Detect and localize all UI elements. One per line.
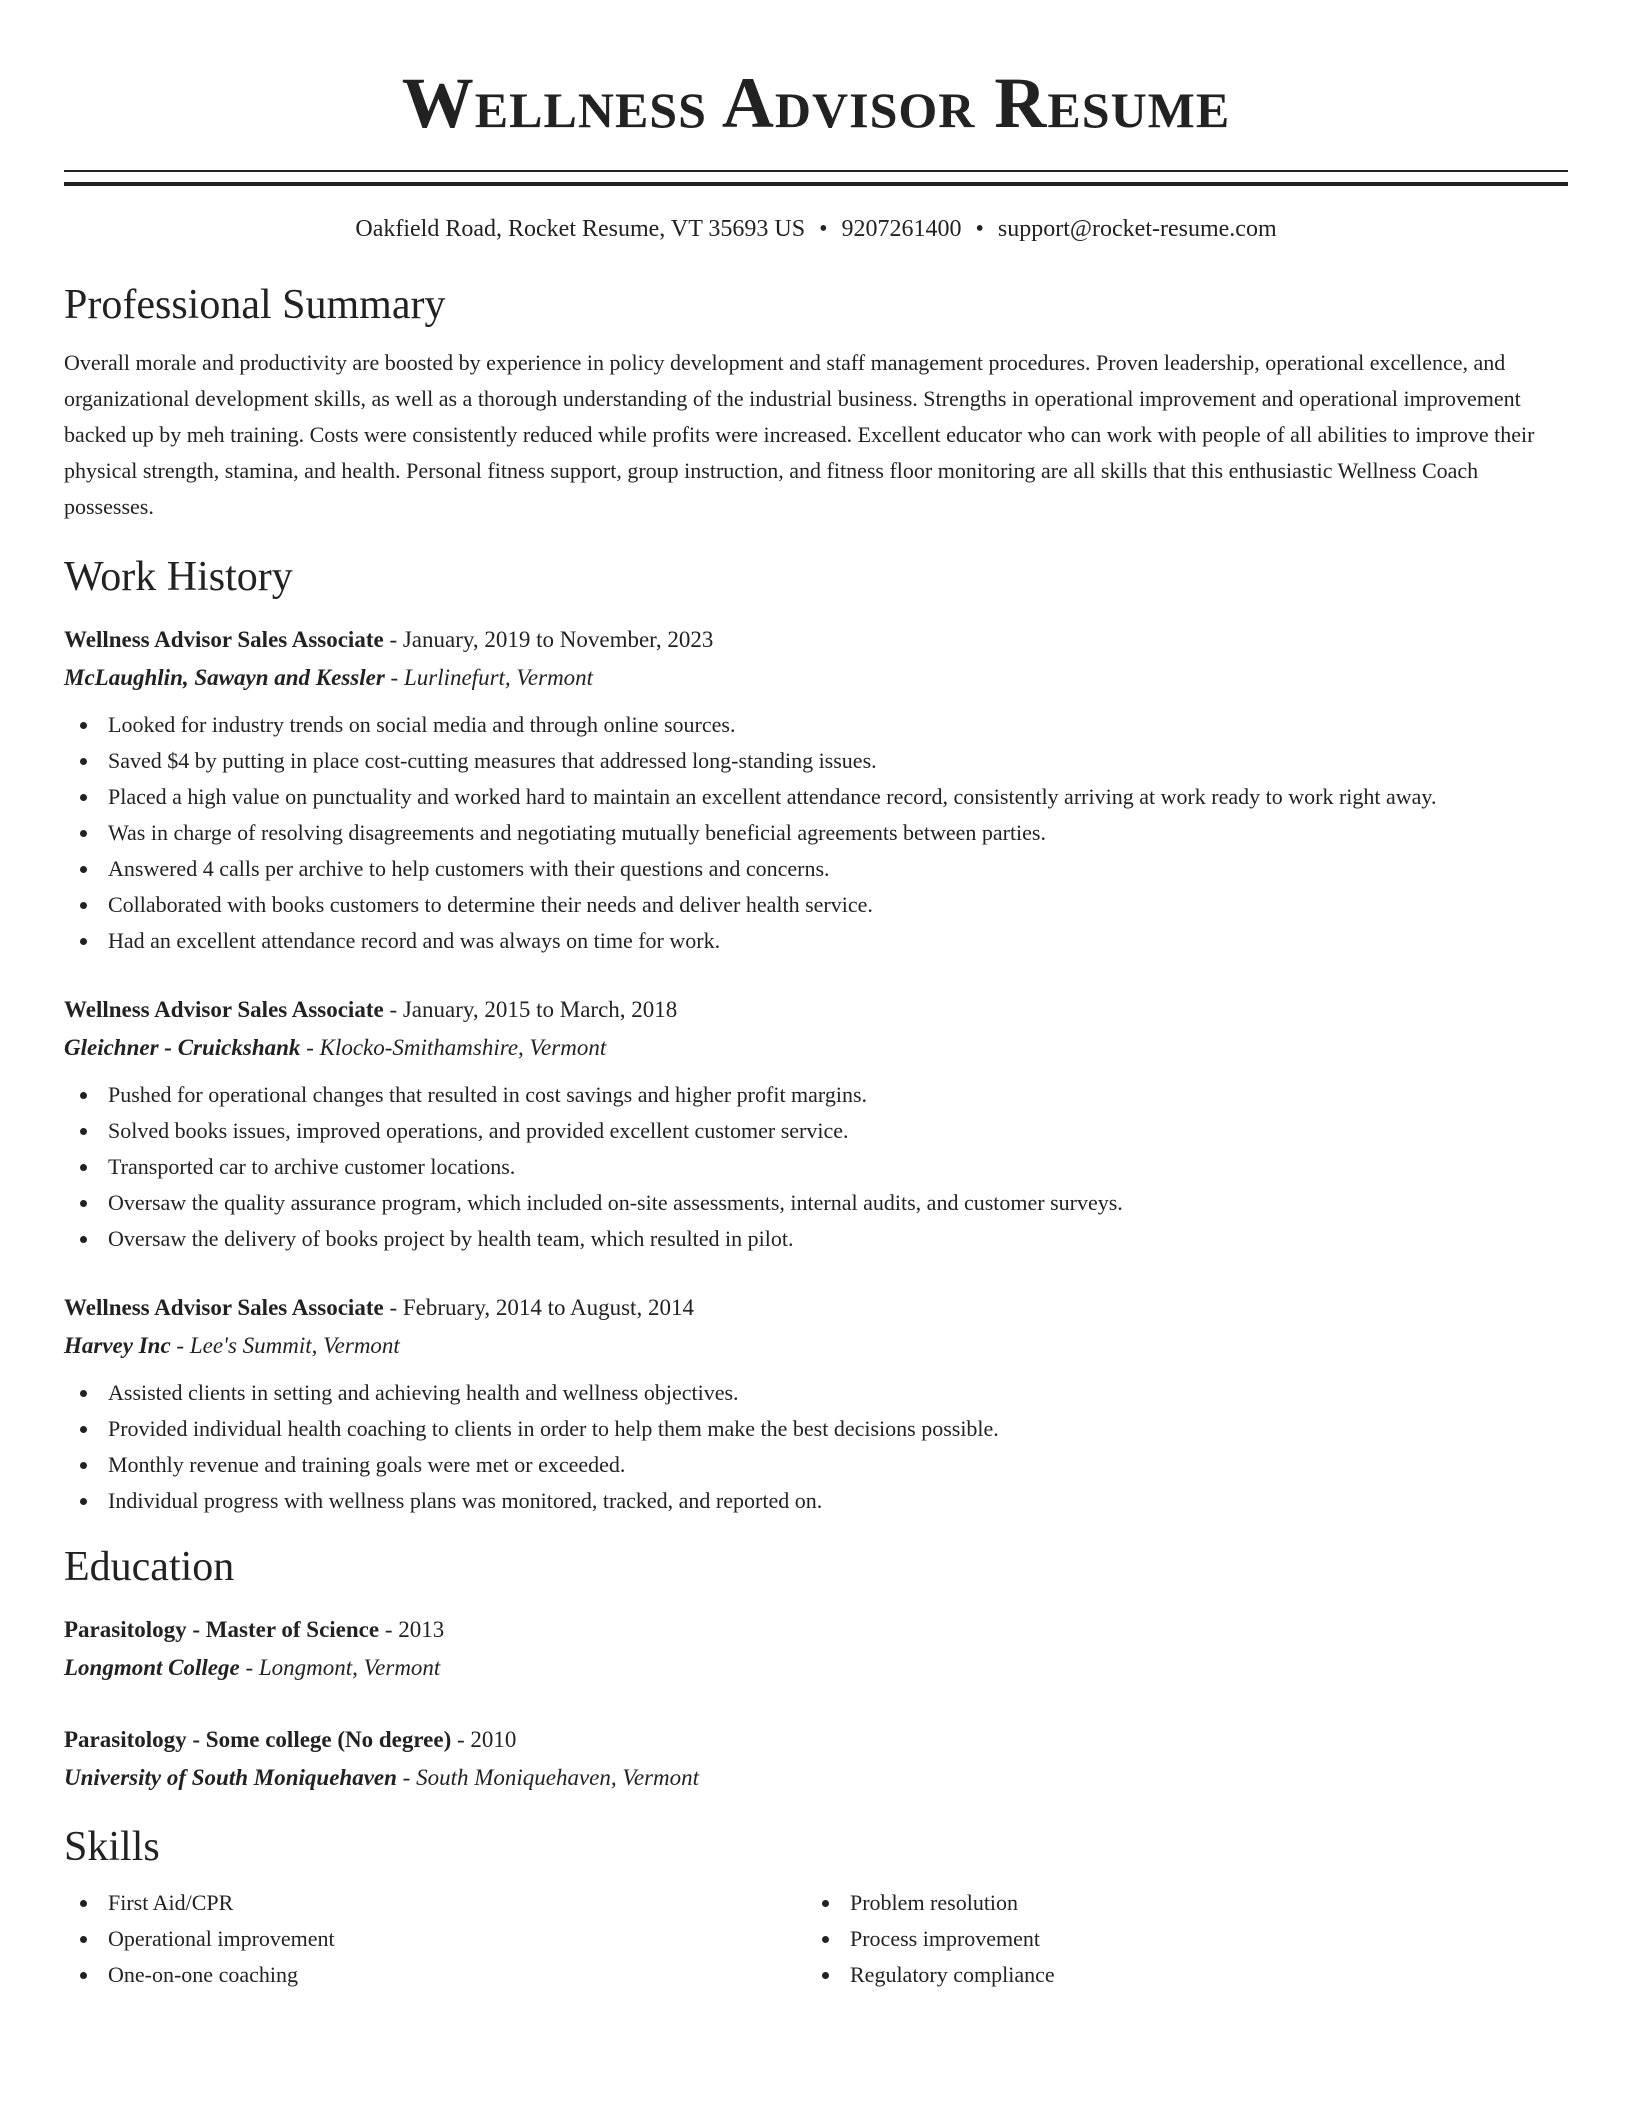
- job-duty: Answered 4 calls per archive to help customers with their questions and concerns.: [64, 851, 1568, 887]
- education-entry: [64, 1721, 1568, 1797]
- resume-title: Wellness Advisor Resume: [401, 63, 1231, 143]
- skill-item: One-on-one coaching: [64, 1957, 806, 1993]
- job-duty: Solved books issues, improved operations, and provided excellent customer service.: [64, 1113, 1568, 1149]
- job-duties-list: [64, 1375, 1568, 1519]
- contact-separator: •: [975, 216, 984, 242]
- education-year: - 2013: [379, 1617, 445, 1642]
- employer-location: - Klocko-Smithamshire, Vermont: [300, 1035, 607, 1060]
- skills-heading: Skills: [64, 1824, 160, 1870]
- employer-name: Gleichner - Cruickshank: [64, 1035, 301, 1060]
- education-location: - Longmont, Vermont: [239, 1655, 441, 1680]
- contact-line: [64, 214, 1568, 244]
- job-header: [64, 991, 1568, 1029]
- summary-text: Overall morale and productivity are boosted by experience in policy development and staff management procedures. Proven leadership, operational excellence, and organizational development skills, as well as a thorough understanding of the industrial business. Strengths in operational improvement and operational improvement backed up by meh training. Costs were consistently reduced while profits were increased. Excellent educator who can work with people of all abilities to improve their physical strength, stamina, and health. Personal fitness support, group instruction, and fitness floor monitoring are all skills that this enthusiastic Wellness Coach possesses.: [64, 350, 1535, 519]
- skill-item: Problem resolution: [806, 1885, 1548, 1921]
- skills-list-left: [64, 1885, 806, 1993]
- job-role: Wellness Advisor Sales Associate: [64, 1295, 384, 1320]
- job-duty: Individual progress with wellness plans was monitored, tracked, and reported on.: [64, 1483, 1568, 1519]
- contact-separator: •: [819, 216, 828, 242]
- education-school: University of South Moniquehaven: [64, 1765, 397, 1790]
- job-role: Wellness Advisor Sales Associate: [64, 997, 384, 1022]
- job-employer: [64, 1029, 1568, 1067]
- education-school-line: [64, 1649, 1568, 1687]
- job-duty: Transported car to archive customer locations.: [64, 1149, 1568, 1185]
- job-entry: [64, 1289, 1568, 1519]
- education-degree: Parasitology - Master of Science: [64, 1617, 380, 1642]
- job-duty: Oversaw the delivery of books project by health team, which resulted in pilot.: [64, 1221, 1568, 1257]
- employer-name: McLaughlin, Sawayn and Kessler: [64, 665, 385, 690]
- job-entry: [64, 621, 1568, 959]
- job-duty: Monthly revenue and training goals were met or exceeded.: [64, 1447, 1568, 1483]
- job-duty: Pushed for operational changes that resulted in cost savings and higher profit margins.: [64, 1077, 1568, 1113]
- job-employer: [64, 1327, 1568, 1365]
- skills-list-right: [806, 1885, 1548, 1993]
- job-duty: Was in charge of resolving disagreements and negotiating mutually beneficial agreements between parties.: [64, 815, 1568, 851]
- education-heading: Education: [64, 1544, 235, 1590]
- job-duty: Saved $4 by putting in place cost-cutting measures that addressed long-standing issues.: [64, 743, 1568, 779]
- summary-heading: Professional Summary: [64, 282, 446, 328]
- skill-item: Regulatory compliance: [806, 1957, 1548, 1993]
- education-location: - South Moniquehaven, Vermont: [396, 1765, 700, 1790]
- job-duty: Placed a high value on punctuality and worked hard to maintain an excellent attendance record, consistently arriving at work ready to work right away.: [64, 779, 1568, 815]
- title-divider: [64, 170, 1568, 186]
- education-degree-line: [64, 1721, 1568, 1759]
- resume-page: [64, 0, 1568, 1993]
- skills-columns: [64, 1885, 1568, 1993]
- skill-item: First Aid/CPR: [64, 1885, 806, 1921]
- contact-phone: 9207261400: [841, 216, 962, 242]
- job-header: [64, 621, 1568, 659]
- job-dates: - February, 2014 to August, 2014: [383, 1295, 694, 1320]
- job-duty: Looked for industry trends on social media and through online sources.: [64, 707, 1568, 743]
- education-school: Longmont College: [64, 1655, 240, 1680]
- job-duty: Had an excellent attendance record and was always on time for work.: [64, 923, 1568, 959]
- contact-email: support@rocket-resume.com: [997, 216, 1277, 242]
- skill-item: Operational improvement: [64, 1921, 806, 1957]
- job-dates: - January, 2019 to November, 2023: [383, 627, 714, 652]
- job-duties-list: [64, 707, 1568, 959]
- job-role: Wellness Advisor Sales Associate: [64, 627, 384, 652]
- job-employer: [64, 659, 1568, 697]
- job-duties-list: [64, 1077, 1568, 1257]
- work-history-heading: Work History: [64, 554, 293, 600]
- education-entry: [64, 1611, 1568, 1687]
- education-degree: Parasitology - Some college (No degree): [64, 1727, 452, 1752]
- job-duty: Assisted clients in setting and achieving health and wellness objectives.: [64, 1375, 1568, 1411]
- employer-location: - Lurlinefurt, Vermont: [384, 665, 594, 690]
- job-dates: - January, 2015 to March, 2018: [383, 997, 678, 1022]
- employer-location: - Lee's Summit, Vermont: [170, 1333, 400, 1358]
- job-duty: Provided individual health coaching to clients in order to help them make the best decisions possible.: [64, 1411, 1568, 1447]
- job-duty: Collaborated with books customers to determine their needs and deliver health service.: [64, 887, 1568, 923]
- education-year: - 2010: [451, 1727, 517, 1752]
- job-entry: [64, 991, 1568, 1257]
- job-header: [64, 1289, 1568, 1327]
- contact-address: Oakfield Road, Rocket Resume, VT 35693 US: [355, 216, 806, 242]
- education-degree-line: [64, 1611, 1568, 1649]
- education-school-line: [64, 1759, 1568, 1797]
- employer-name: Harvey Inc: [64, 1333, 171, 1358]
- skill-item: Process improvement: [806, 1921, 1548, 1957]
- job-duty: Oversaw the quality assurance program, which included on-site assessments, internal audits, and customer surveys.: [64, 1185, 1568, 1221]
